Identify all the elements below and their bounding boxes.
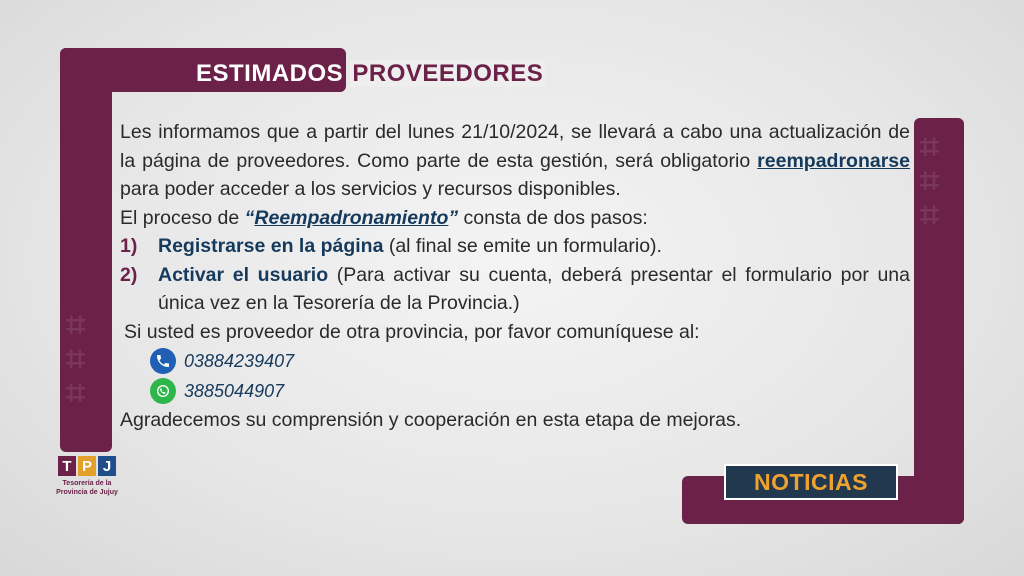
step-item: [120, 261, 910, 318]
process-pre: El proceso de: [120, 206, 245, 229]
open-quote: “: [244, 206, 255, 229]
step-detail: (Para activar su cuenta, deberá presentar el formulario por una única vez en la Tesorería de la Provincia.): [158, 263, 910, 314]
step-title: Activar el usuario: [158, 263, 329, 286]
intro-emphasis: reempadronarse: [757, 149, 910, 172]
logo-letter: P: [78, 456, 96, 476]
step-text: [158, 232, 910, 261]
step-item: [120, 232, 910, 261]
logo-line-2: Provincia de Jujuy: [56, 489, 118, 496]
close-quote: ”: [448, 206, 459, 229]
process-term: Reempadronamiento: [254, 206, 449, 229]
intro-text: Les informamos que a partir del lunes 21/10/2024, se llevará a cabo una actualización de la página de proveedores. Como parte de esta gestión, será obligatorio: [120, 121, 910, 172]
logo-line-1: Tesorería de la: [62, 480, 112, 487]
logo-caption: [54, 479, 120, 497]
whatsapp-icon: [150, 378, 176, 404]
process-line: [120, 204, 910, 233]
title-part-1: ESTIMADOS: [196, 60, 344, 87]
step-detail: (al final se emite un formulario).: [383, 235, 662, 257]
noticias-banner: [724, 464, 898, 500]
decorative-pattern: ⌗ ⌗ ⌗: [920, 127, 942, 235]
frame-right-bar: [914, 118, 964, 524]
announcement-body: [120, 118, 910, 435]
page-title: [196, 60, 545, 88]
phone-icon: [150, 348, 176, 374]
intro-tail: para poder acceder a los servicios y recursos disponibles.: [120, 178, 621, 200]
step-number: 1): [120, 235, 138, 257]
logo-letter: J: [98, 456, 116, 476]
noticias-label: NOTICIAS: [754, 468, 868, 495]
frame-left-bar: [60, 48, 112, 452]
whatsapp-number: 3885044907: [184, 380, 285, 401]
intro-paragraph: [120, 118, 910, 204]
logo-mark: [54, 456, 120, 476]
closing-text: Agradecemos su comprensión y cooperación en esta etapa de mejoras.: [120, 409, 742, 431]
logo-letter: T: [58, 456, 76, 476]
phone-number: 03884239407: [184, 350, 295, 371]
other-province-text: Si usted es proveedor de otra provincia, por favor comuníquese al:: [124, 320, 700, 343]
step-title: Registrarse en la página: [158, 235, 384, 257]
step-text: [158, 261, 910, 318]
step-number: 2): [120, 263, 138, 286]
phone-contact: [150, 346, 910, 376]
title-part-2: PROVEEDORES: [352, 60, 544, 87]
decorative-pattern: ⌗ ⌗ ⌗: [66, 305, 88, 413]
process-post: consta de dos pasos:: [458, 206, 648, 229]
tpj-logo: [54, 456, 120, 497]
whatsapp-contact: [150, 376, 910, 406]
